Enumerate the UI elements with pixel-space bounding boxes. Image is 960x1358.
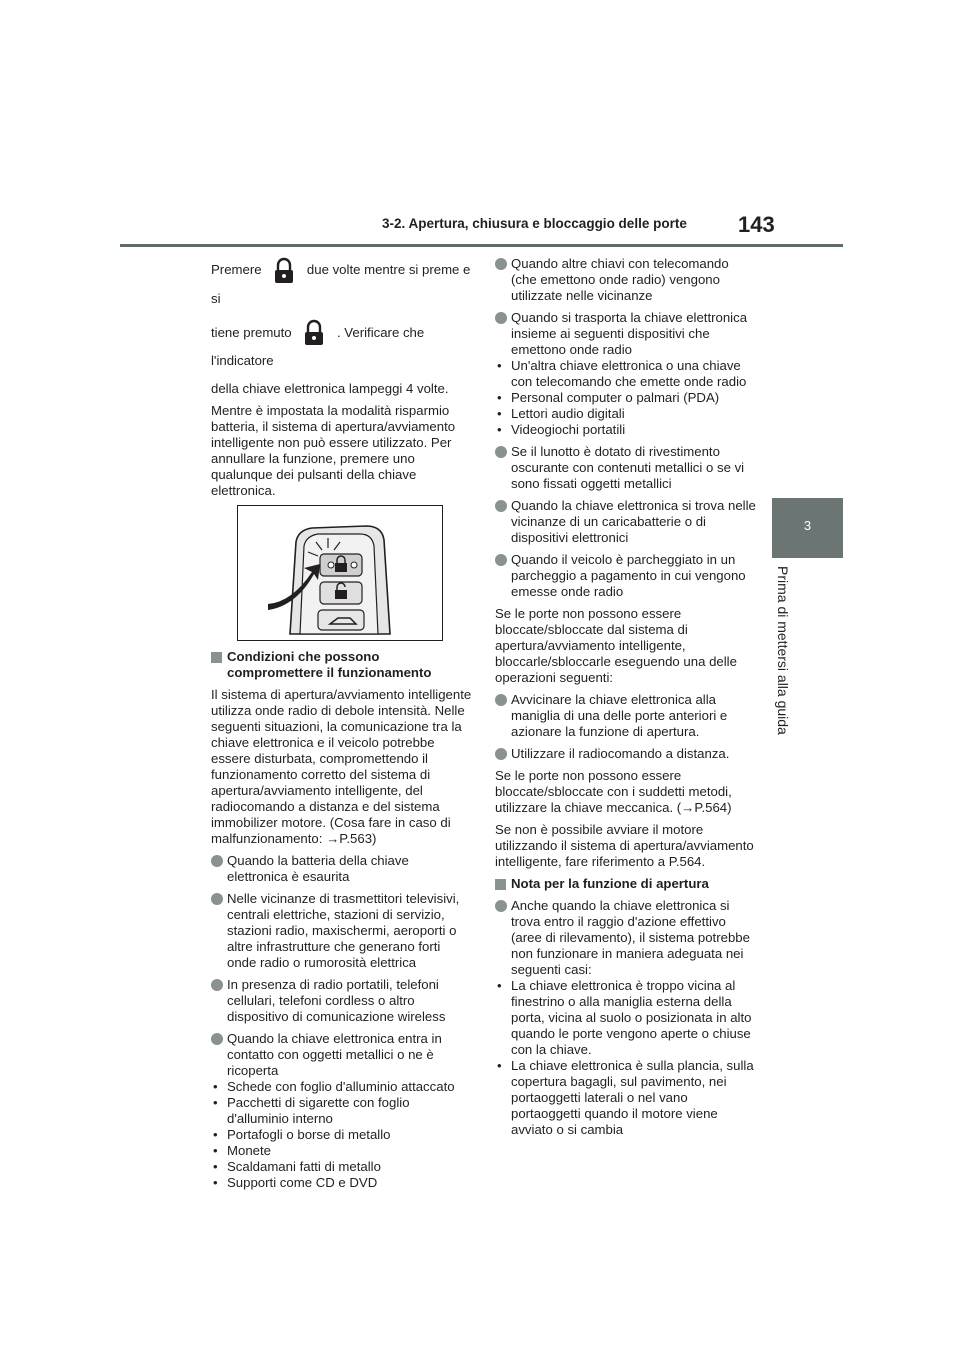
bullet-text: Quando la chiave elettronica entra in contatto con oggetti metallici o ne è ricoperta xyxy=(227,1031,442,1079)
lock-button-icon xyxy=(301,319,327,347)
page-number: 143 xyxy=(738,212,775,237)
bullet-item xyxy=(211,891,473,971)
bullet-dot xyxy=(495,446,507,458)
list-item: • Monete xyxy=(211,1143,473,1159)
chapter-title: Prima di mettersi alla guida xyxy=(775,566,791,735)
bullet-dot xyxy=(495,258,507,270)
bullet-dot xyxy=(495,312,507,324)
bullet-item xyxy=(495,498,757,546)
section-title-text: Nota per la funzione di apertura xyxy=(511,876,709,891)
bullet-dot xyxy=(211,1033,223,1045)
right-column xyxy=(495,256,757,1138)
intro-text: Premere xyxy=(211,262,262,277)
chapter-number: 3 xyxy=(803,518,812,533)
bullet-dot xyxy=(495,900,507,912)
bullet-dot xyxy=(211,855,223,867)
bullet-text: Quando altre chiavi con telecomando (che emettono onde radio) vengono utilizzate nelle vicinanze xyxy=(511,256,729,303)
bullet-text: Quando la batteria della chiave elettronica è esaurita xyxy=(227,853,409,885)
intro-text: della chiave elettronica lampeggi 4 volte. xyxy=(211,381,449,397)
list-item: • Scaldamani fatti di metallo xyxy=(211,1159,473,1175)
bullet-dot xyxy=(211,893,223,905)
section-title-text: Condizioni che possono compromettere il funzionamento xyxy=(227,649,432,681)
bullet-item xyxy=(495,746,757,762)
bullet-dot xyxy=(495,694,507,706)
bullet-text: Quando la chiave elettronica si trova nelle vicinanze di un caricabatterie o di dispositivi elettronici xyxy=(511,498,756,545)
list-item: • Portafogli o borse di metallo xyxy=(211,1127,473,1143)
intro-text: due volte mentre si preme e si xyxy=(211,262,471,306)
bullet-text: Nelle vicinanze di trasmettitori televisivi, centrali elettriche, stazioni di servizio, stazioni radio, maxischermi, aeroporti o altre infrastrutture che generano forti onde radio o rumorosità elettrica xyxy=(227,891,460,971)
intro-text: . Verificare che l'indicatore xyxy=(211,324,425,369)
devices-list xyxy=(495,358,757,438)
chapter-tab xyxy=(772,498,843,558)
key-fob-illustration xyxy=(237,505,443,641)
bullet-text: Utilizzare il radiocomando a distanza. xyxy=(511,746,730,761)
mechanical-key-paragraph: Se le porte non possono essere bloccate/sbloccate con i suddetti metodi, utilizzare la chiave meccanica. (→P.564) xyxy=(495,768,732,815)
bullet-text: Quando il veicolo è parcheggiato in un parcheggio a pagamento in cui vengono emesse onde radio xyxy=(511,552,746,599)
list-item: • Schede con foglio d'alluminio attaccato xyxy=(211,1079,473,1095)
bullet-item xyxy=(495,444,757,492)
intro-line-1 xyxy=(211,256,473,313)
bullet-dot xyxy=(495,500,507,512)
bullet-dot xyxy=(211,979,223,991)
chapter-title-vertical xyxy=(773,566,813,746)
running-header: 3-2. Apertura, chiusura e bloccaggio delle porte xyxy=(382,216,687,231)
list-item: • Pacchetti di sigarette con foglio d'alluminio interno xyxy=(211,1095,473,1127)
note-cases-list xyxy=(495,978,757,1138)
bullet-item xyxy=(495,898,757,978)
bullet-item xyxy=(495,310,757,358)
bullet-item xyxy=(211,977,473,1025)
key-fob-drawing xyxy=(238,506,442,640)
bullet-text: Anche quando la chiave elettronica si trova entro il raggio d'azione effettivo (aree di rilevamento), il sistema potrebbe non funzionare in maniera adeguata nei seguenti casi: xyxy=(511,898,750,977)
lock-button-icon xyxy=(271,257,297,285)
bullet-item xyxy=(495,256,757,304)
bullet-text: Avvicinare la chiave elettronica alla maniglia di una delle porte anteriori e azionare la funzione di apertura. xyxy=(511,692,728,739)
intro-line-2 xyxy=(211,319,473,376)
list-item: • La chiave elettronica è troppo vicina al finestrino o alla maniglia esterna della porta, vicina al suolo o posizionata in alto quando le porte vengono aperte o chiuse con la chiave. xyxy=(495,978,757,1058)
bullet-text: Se il lunotto è dotato di rivestimento oscurante con contenuti metallici o se vi sono fissati oggetti metallici xyxy=(511,444,745,491)
section-paragraph: Il sistema di apertura/avviamento intelligente utilizza onde radio di debole intensità. Nelle seguenti situazioni, la comunicazione tra la chiave elettronica e il veicolo potrebbe essere disturbata, compromettendo il funzionamento corretto del sistema di apertura/avviamento intelligente, del radiocomando a distanza e del sistema immobilizer motore. (Cosa fare in caso di malfunzionamento: →P.563) xyxy=(211,687,472,847)
bullet-item xyxy=(495,692,757,740)
bullet-item xyxy=(211,853,473,885)
metal-objects-list xyxy=(211,1079,473,1191)
list-item: • Lettori audio digitali xyxy=(495,406,757,422)
list-item: • Supporti come CD e DVD xyxy=(211,1175,473,1191)
bullet-text: Quando si trasporta la chiave elettronica insieme ai seguenti dispositivi che emettono onde radio xyxy=(511,310,748,357)
list-item: • Personal computer o palmari (PDA) xyxy=(495,390,757,406)
battery-saver-paragraph: Mentre è impostata la modalità risparmio batteria, il sistema di apertura/avviamento intelligente non può essere utilizzato. Per annullare la funzione, premere uno qualunque dei pulsanti della chiave elettronica. xyxy=(211,403,456,499)
bullet-dot xyxy=(495,554,507,566)
header-rule xyxy=(120,244,843,247)
section-marker xyxy=(495,879,506,890)
engine-start-paragraph: Se non è possibile avviare il motore utilizzando il sistema di apertura/avviamento intelligente, fare riferimento a P.564. xyxy=(495,822,754,869)
section-marker xyxy=(211,652,222,663)
list-item: • Un'altra chiave elettronica o una chiave con telecomando che emette onde radio xyxy=(495,358,757,390)
bullet-item xyxy=(495,552,757,600)
section-title-conditions xyxy=(211,649,473,681)
left-column xyxy=(211,256,473,1197)
section-title-note xyxy=(495,876,757,892)
bullet-item xyxy=(211,1031,473,1079)
bullet-dot xyxy=(495,748,507,760)
list-item: • La chiave elettronica è sulla plancia, sulla copertura bagagli, sul pavimento, nei portaoggetti laterali o nel vano portaoggetti quando il motore viene avviato o si cambia xyxy=(495,1058,757,1138)
list-item: • Videogiochi portatili xyxy=(495,422,757,438)
bullet-text: In presenza di radio portatili, telefoni cellulari, telefoni cordless o altro dispositivo di comunicazione wireless xyxy=(227,977,446,1025)
intro-text: tiene premuto xyxy=(211,324,292,340)
unlock-paragraph: Se le porte non possono essere bloccate/sbloccate dal sistema di apertura/avviamento intelligente, bloccarle/sbloccarle eseguendo una delle operazioni seguenti: xyxy=(495,606,737,685)
